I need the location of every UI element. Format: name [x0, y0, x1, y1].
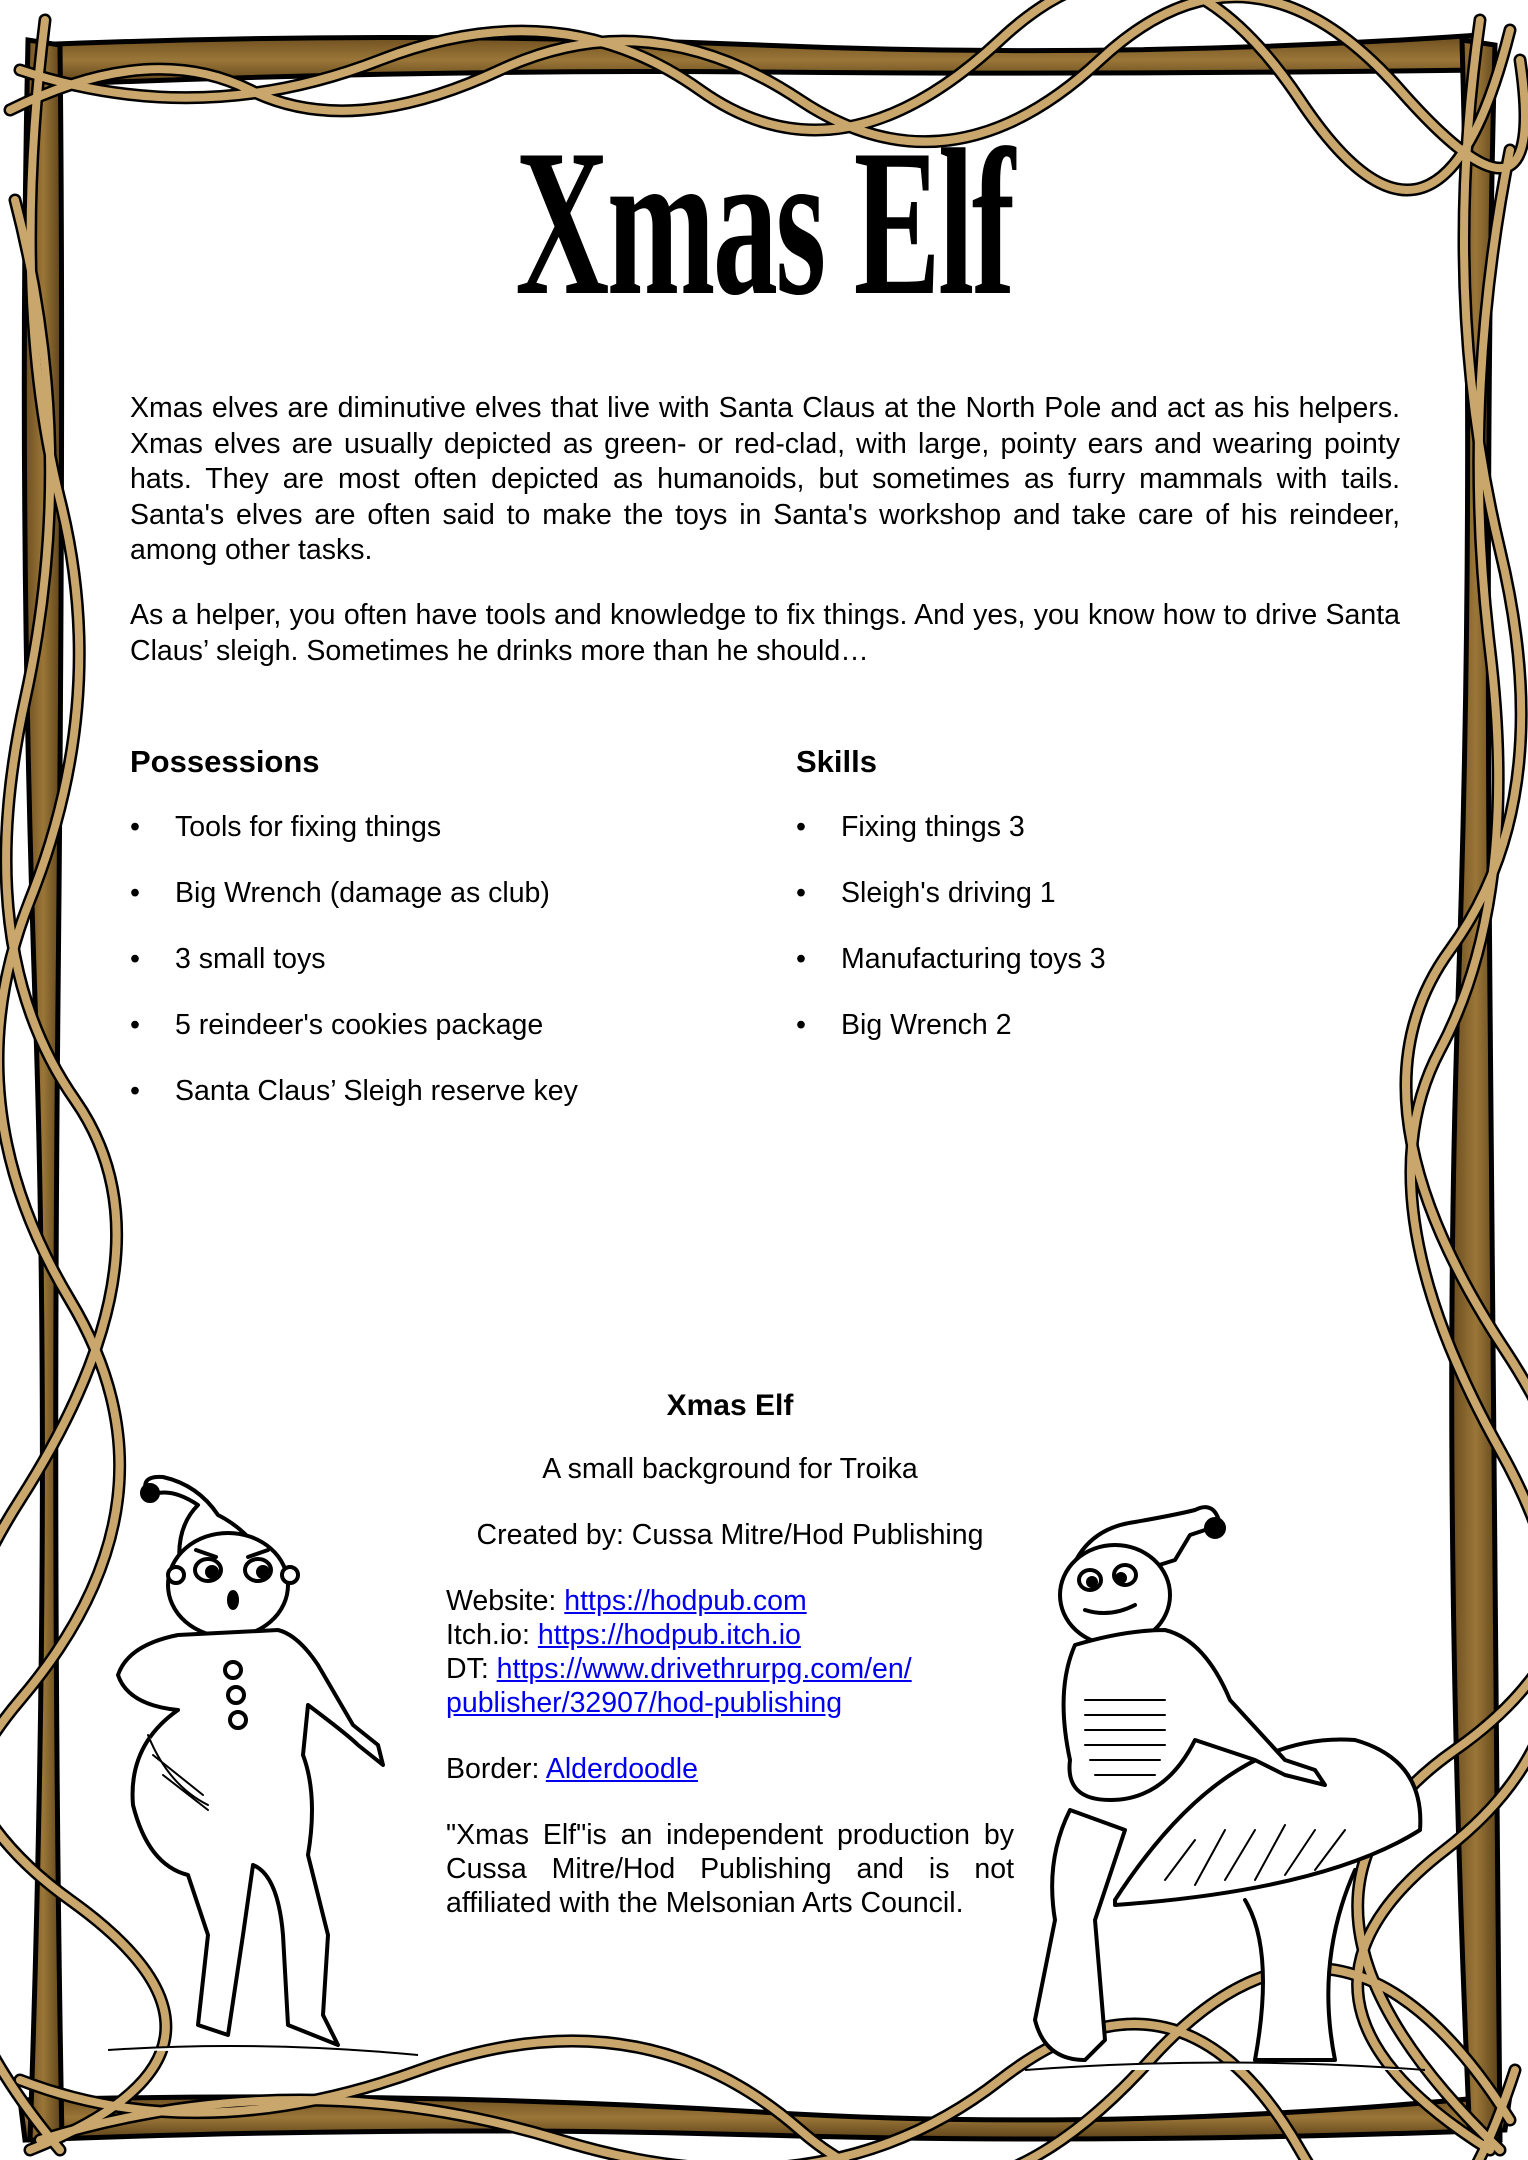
list-item	[796, 876, 1396, 942]
border-credit-label: Border:	[446, 1753, 546, 1785]
possession-label: Tools for fixing things	[175, 811, 442, 843]
credits-created-by: Created by: Cussa Mitre/Hod Publishing	[476, 1519, 984, 1551]
list-item	[130, 810, 770, 876]
list-item	[796, 810, 1396, 876]
bullet-icon: •	[130, 1009, 140, 1041]
itchio-label: Itch.io:	[446, 1619, 538, 1651]
website-line	[446, 1584, 1014, 1618]
page-title: Xmas Elf	[515, 107, 1013, 339]
list-item	[130, 942, 770, 1008]
intro-text-1: Xmas elves are diminutive elves that live with Santa Claus at the North Pole and act as his helpers. Xmas elves are usually depicted as green- or red-clad, with large, pointy ears and wearing pointy hats. They are most often depicted as humanoids, but sometimes as furry mammals with tails. Santa's elves are often said to make the toys in Santa's workshop and take care of his reindeer, among other tasks.	[130, 392, 1400, 566]
intro-paragraph-1	[130, 391, 1400, 569]
itchio-link[interactable]: https://hodpub.itch.io	[537, 1619, 801, 1651]
possessions-list	[130, 810, 770, 1140]
intro-text-2: As a helper, you often have tools and knowledge to fix things. And yes, you know how to drive Santa Claus’ sleigh. Sometimes he drinks more than he should…	[130, 599, 1400, 667]
elf-body-icon	[118, 1630, 383, 2045]
possession-label: 3 small toys	[175, 943, 326, 975]
bullet-icon: •	[796, 943, 806, 975]
elf-standing-illustration	[108, 1465, 418, 2065]
skills-section	[796, 744, 1396, 1074]
skill-label: Fixing things 3	[841, 811, 1025, 843]
list-item	[796, 942, 1396, 1008]
elf-head-icon	[168, 1533, 288, 1637]
drivethru-link[interactable]: https://www.drivethrurpg.com/en/ publisher/32907/hod-publishing	[446, 1653, 912, 1719]
itchio-line	[446, 1618, 1014, 1652]
mushroom-stem-icon	[1245, 1870, 1355, 2060]
list-item	[130, 1008, 770, 1074]
bullet-icon: •	[130, 811, 140, 843]
bullet-icon: •	[796, 1009, 806, 1041]
credits-block	[446, 1388, 1014, 1920]
skill-label: Manufacturing toys 3	[841, 943, 1106, 975]
possession-label: Santa Claus’ Sleigh reserve key	[175, 1075, 578, 1107]
credits-subtitle: A small background for Troika	[542, 1453, 918, 1485]
possessions-heading: Possessions	[130, 744, 320, 779]
skill-label: Sleigh's driving 1	[841, 877, 1056, 909]
drivethru-line	[446, 1652, 1014, 1720]
possession-label: Big Wrench (damage as club)	[175, 877, 550, 909]
website-link[interactable]: https://hodpub.com	[564, 1585, 807, 1617]
list-item	[796, 1008, 1396, 1074]
list-item	[130, 1074, 770, 1140]
border-credit-line	[446, 1752, 1014, 1786]
skill-label: Big Wrench 2	[841, 1009, 1012, 1041]
alderdoodle-link[interactable]: Alderdoodle	[545, 1753, 698, 1785]
elf-on-mushroom-illustration	[1025, 1500, 1425, 2075]
possessions-section	[130, 744, 770, 1140]
skills-list	[796, 810, 1396, 1074]
credits-title: Xmas Elf	[666, 1389, 794, 1422]
bullet-icon: •	[796, 877, 806, 909]
list-item	[130, 876, 770, 942]
bullet-icon: •	[130, 943, 140, 975]
disclaimer-text: "Xmas Elf"is an independent production by Cussa Mitre/Hod Publishing and is not affiliated with the Melsonian Arts Council.	[446, 1819, 1014, 1919]
drivethru-label: DT:	[446, 1653, 497, 1685]
possession-label: 5 reindeer's cookies package	[175, 1009, 544, 1041]
website-label: Website:	[446, 1585, 565, 1617]
bullet-icon: •	[796, 811, 806, 843]
bullet-icon: •	[130, 877, 140, 909]
skills-heading: Skills	[796, 744, 877, 779]
intro-paragraph-2	[130, 598, 1400, 669]
credits-links	[446, 1584, 1014, 1720]
bullet-icon: •	[130, 1075, 140, 1107]
